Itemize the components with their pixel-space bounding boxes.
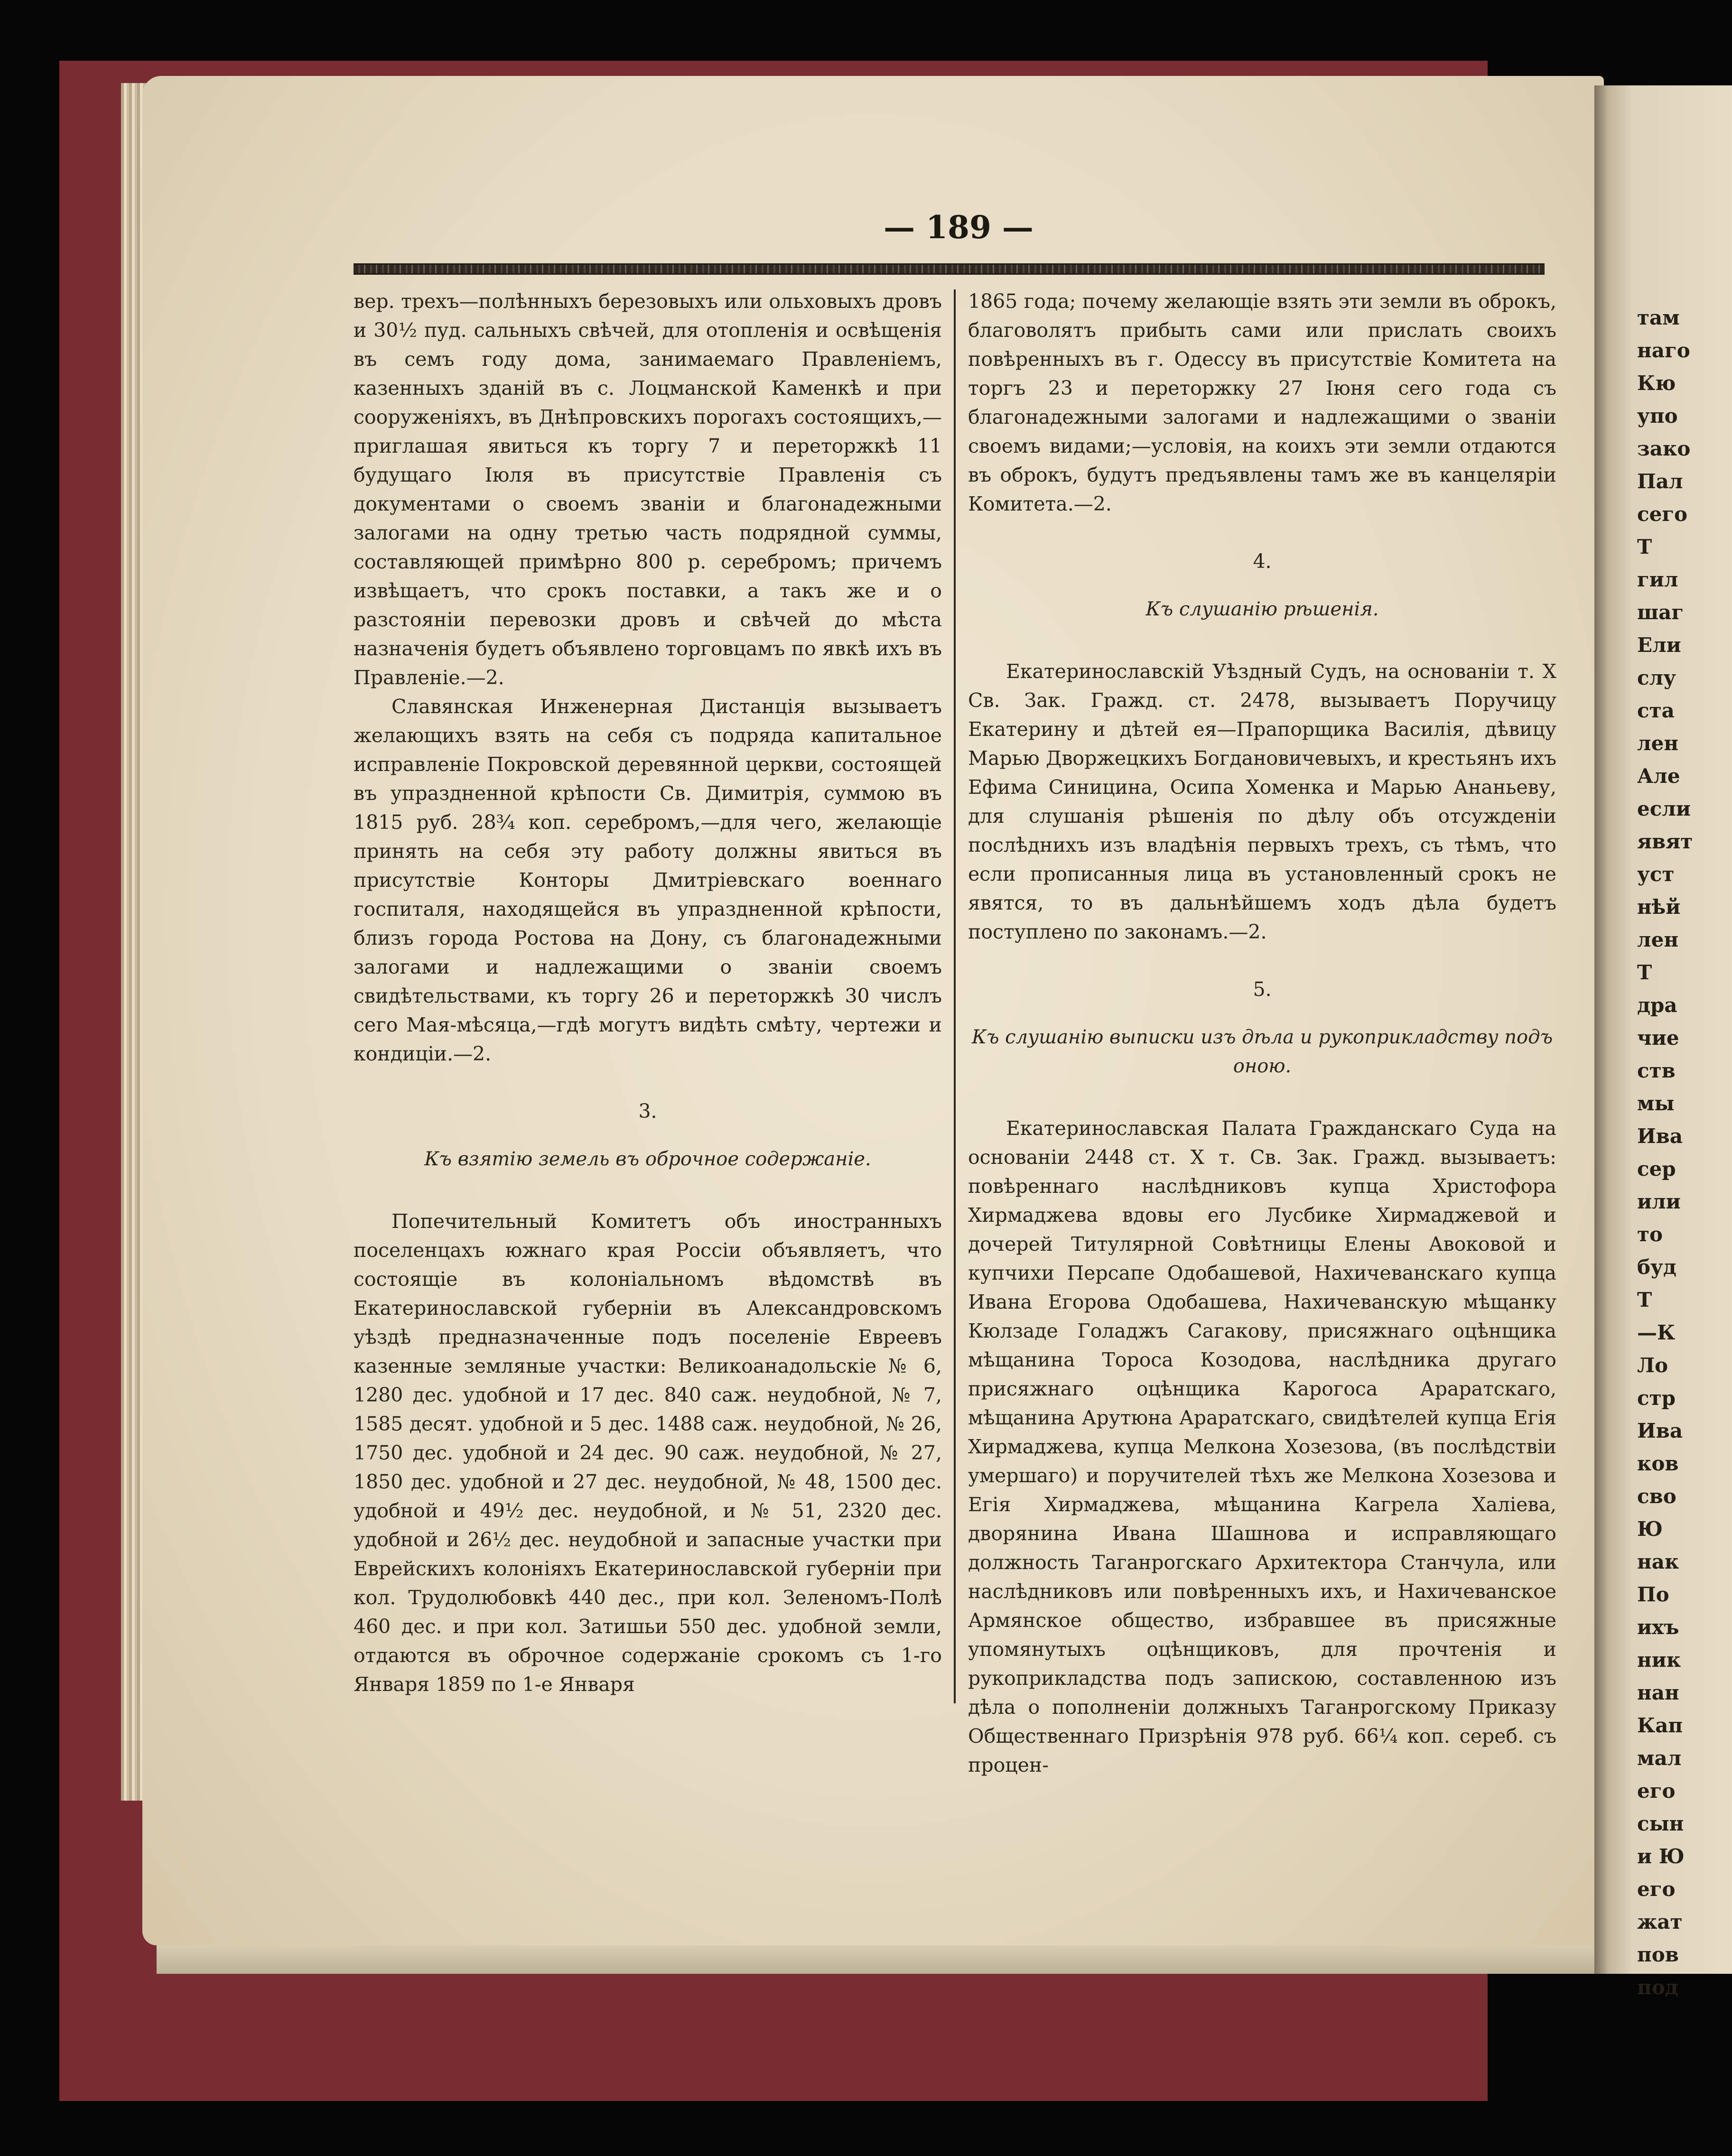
section-5-heading: Къ слушанію выписки изъ дѣла и рукоприкладству подъ оною. — [971, 1026, 1553, 1077]
section-4-heading: Къ слушанію рѣшенія. — [1145, 598, 1379, 620]
left-paragraph-3: Попечительный Комитетъ объ иностранныхъ поселенцахъ южнаго края Россіи объявляетъ, что состоящіе въ колоніальномъ вѣдомствѣ въ Екатеринославской губерніи въ Александровскомъ уѣздѣ предназначенные подъ поселеніе Евреевъ казенные земляные участки: Великоанадольскіе № 6, 1280 дес. удобной и 17 дес. 840 саж. неудобной, № 7, 1585 десят. удобной и 5 дес. 1488 саж. неудобной, № 26, 1750 дес. удобной и 24 дес. 90 саж. неудобной, № 27, 1850 дес. удобной и 27 дес. неудобной, № 48, 1500 дес. удобной и 49½ дес. неудобной, и № 51, 2320 дес. удобной и 26½ дес. неудобной и запасные участки при Еврейскихъ колоніяхъ Екатеринославской губерніи при кол. Трудолюбовкѣ 440 дес., при кол. Зеленомъ-Полѣ 460 дес. и при кол. Затишьи 550 дес. удобной земли, отдаются въ оброчное содержаніе срокомъ съ 1-го Января 1859 по 1-е Января — [354, 1210, 942, 1696]
section-3-heading: Къ взятію земель въ оброчное содержаніе. — [424, 1148, 871, 1170]
section-3-number: 3. — [638, 1100, 657, 1123]
column-divider — [954, 289, 956, 1703]
right-paragraph-1: 1865 года; почему желающіе взять эти земли въ оброкъ, благоволятъ прибыть сами или прислать своихъ повѣренныхъ въ г. Одессу въ присутствіе Комитета на торгъ 23 и переторжку 27 Іюня сего года съ благонадежными залогами и надлежащими о званіи своемъ видами;—условія, на коихъ эти земли отдаются въ оброкъ, будутъ предъявлены тамъ же въ канцеляріи Комитета.—2. — [968, 290, 1556, 515]
page-bottom-edge — [157, 1945, 1594, 1974]
page-number: — 189 — — [884, 209, 1034, 246]
section-4-number: 4. — [1253, 550, 1272, 573]
left-paragraph-2: Славянская Инженерная Дистанція вызываетъ желающихъ взять на себя съ подряда капитальное исправленіе Покровской деревянной церкви, состоящей въ упраздненной крѣпости Св. Димитрія, суммою въ 1815 руб. 28¾ коп. серебромъ,—для чего, желающіе принять на себя эту работу должны явиться въ присутствіе Конторы Дмитріевскаго военнаго госпиталя, находящейся въ упраздненной крѣпости, близъ города Ростова на Дону, съ благонадежными залогами и надлежащими о званіи своемъ свидѣтельствами, къ торгу 26 и переторжкѣ 30 числъ сего Мая-мѣсяца,—гдѣ могутъ видѣть смѣту, чертежи и кондиціи.—2. — [354, 695, 942, 1065]
header-rule — [354, 263, 1545, 275]
right-paragraph-3: Екатеринославская Палата Гражданскаго Суда на основаніи 2448 ст. X т. Св. Зак. Гражд. вызываетъ: повѣреннаго наслѣдниковъ купца Христофора Хирмаджева вдовы его Лусбике Хирмаджевой и дочерей Титулярной Совѣтницы Елены Авоковой и купчихи Персапе Одобашевой, Нахичеванскаго купца Ивана Егорова Одобашева, Нахичеванскую мѣщанку Кюлзаде Голаджъ Сагакову, присяжнаго оцѣнщика мѣщанина Тороса Козодова, наслѣдника другаго присяжнаго оцѣнщика Карогоса Араратскаго, мѣщанина Арутюна Араратскаго, свидѣтелей купца Егія Хирмаджева, купца Мелкона Хозезова, (въ послѣдствіи умершаго) и поручителей тѣхъ же Мелкона Хозезова и Егія Хирмаджева, мѣщанина Кагрела Халіева, дворянина Ивана Шашнова и исправляющаго должность Таганрогскаго Архитектора Станчула, или наслѣдниковъ или повѣренныхъ ихъ, и Нахичеванское Армянское общество, избравшее въ присяжные упомянутыхъ оцѣнщиковъ, для прочтенія и рукоприкладства подъ запискою, составленною изъ дѣла о пополненіи должныхъ Таганрогскому Приказу Общественнаго Призрѣнія 978 руб. 66¼ коп. сереб. съ процен- — [968, 1117, 1556, 1776]
left-column — [354, 287, 942, 1699]
section-5-number: 5. — [1253, 978, 1272, 1001]
next-page-fragment — [1594, 85, 1732, 1999]
next-page-text: там наго Кю упо зако Пал сего Т гил шаг Ели слу ста лен Але если явят уст нѣй лен Т дра чие ств мы Ива сер или то буд Т —К Ло стр Ива ков сво Ю нак По ихъ ник нан Кап мал его сын и Ю его жат пов под — [1637, 306, 1693, 1999]
right-column — [968, 287, 1556, 1780]
right-paragraph-2: Екатеринославскій Уѣздный Судъ, на основаніи т. X Св. Зак. Гражд. ст. 2478, вызываетъ Поручицу Екатерину и дѣтей ея—Прапорщика Василія, дѣвицу Марью Дворжецкихъ Богдановичевыхъ, и крестьянъ ихъ Ефима Синицина, Осипа Хоменка и Марью Ананьеву, для слушанія рѣшенія по дѣлу объ отсужденіи послѣднихъ изъ владѣнія первыхъ трехъ, съ тѣмъ, что если прописанныя лица въ установленный срокъ не явятся, то въ дальнѣйшемъ ходъ дѣла будетъ поступлено по законамъ.—2. — [968, 660, 1556, 943]
left-paragraph-1: вер. трехъ—полѣнныхъ березовыхъ или ольховыхъ дровъ и 30½ пуд. сальныхъ свѣчей, для отопленія и освѣщенія въ семъ году дома, занимаемаго Правленіемъ, казенныхъ зданій въ с. Лоцманской Каменкѣ и при сооруженіяхъ, въ Днѣпровскихъ порогахъ состоящихъ,—приглашая явиться къ торгу 7 и переторжкѣ 11 будущаго Іюля въ присутствіе Правленія съ документами о своемъ званіи и благонадежными залогами на одну третью часть подрядной суммы, составляющей примѣрно 800 р. серебромъ; причемъ извѣщаетъ, что срокъ поставки, а такъ же и о разстояніи перевозки дровъ и свѣчей до мѣста назначенія будетъ объявлено торговцамъ по явкѣ ихъ въ Правленіе.—2. — [354, 290, 942, 689]
